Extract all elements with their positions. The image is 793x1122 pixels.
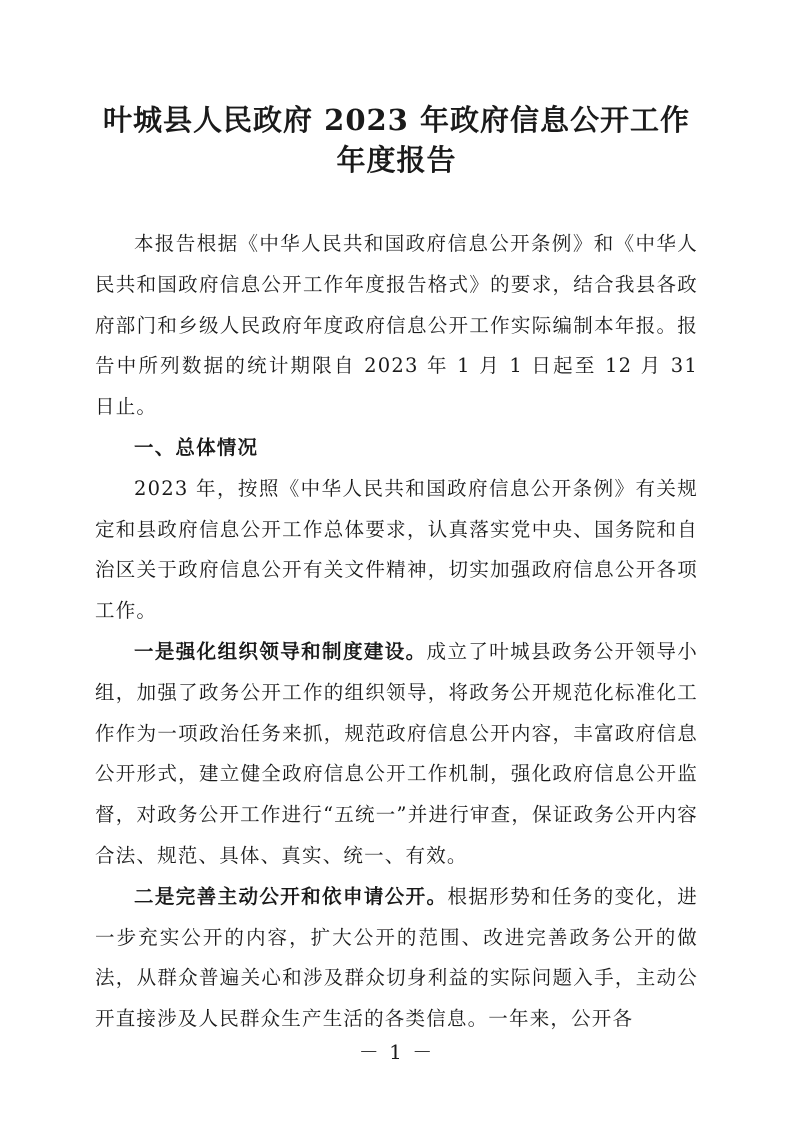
document-body [95, 224, 698, 1040]
overview-paragraph: 2023 年，按照《中华人民共和国政府信息公开条例》有关规定和县政府信息公开工作总体要求，认真落实党中央、国务院和自治区关于政府信息公开有关文件精神，切实加强政府信息公开各项工作。 [95, 476, 698, 623]
point-one-lead: 一是强化组织领导和制度建设。 [134, 639, 427, 663]
page-number: － 1 － [358, 1040, 435, 1064]
point-one-paragraph [95, 632, 698, 877]
point-two-paragraph [95, 877, 698, 1040]
document-title-line-1: 叶城县人民政府 2023 年政府信息公开工作 [103, 103, 690, 137]
section-heading-overview: 一、总体情况 [134, 435, 259, 459]
point-one-text: 成立了叶城县政务公开领导小组，加强了政务公开工作的组织领导，将政务公开规范化标准化工作作为一项政治任务来抓，规范政府信息公开内容，丰富政府信息公开形式，建立健全政府信息公开工作机制，强化政府信息公开监督，对政务公开工作进行“五统一”并进行审查，保证政务公开内容合法、规范、具体、真实、统一、有效。 [95, 639, 698, 867]
point-two-text: 根据形势和任务的变化，进一步充实公开的内容，扩大公开的范围、改进完善政务公开的做法，从群众普遍关心和涉及群众切身利益的实际问题入手，主动公开直接涉及人民群众生产生活的各类信息。一年来，公开各 [95, 884, 698, 1031]
document-title-line-2: 年度报告 [336, 143, 457, 177]
point-two-lead: 二是完善主动公开和依申请公开。 [134, 884, 448, 908]
intro-paragraph: 本报告根据《中华人民共和国政府信息公开条例》和《中华人民共和国政府信息公开工作年度报告格式》的要求，结合我县各政府部门和乡级人民政府年度政府信息公开工作实际编制本年报。报告中所列数据的统计期限自 2023 年 1 月 1 日起至 12 月 31 日止。 [95, 232, 698, 419]
